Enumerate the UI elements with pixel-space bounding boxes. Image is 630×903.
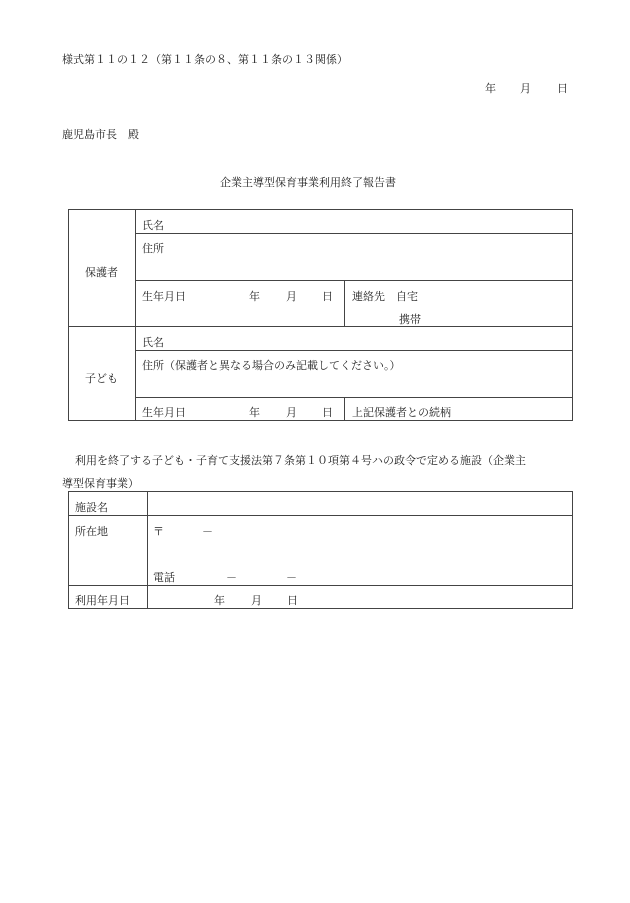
child-birth-year: 年: [249, 406, 260, 419]
header-month-label: 月: [520, 82, 531, 95]
postal-mark: 〒: [153, 525, 164, 538]
guardian-birth-day: 日: [322, 290, 333, 303]
facility-intro-line2: 導型保育事業）: [62, 477, 139, 490]
child-section-label: 子ども: [85, 372, 118, 385]
addressee: 鹿児島市長 殿: [62, 128, 139, 141]
child-address-label: 住所（保護者と異なる場合のみ記載してください。）: [142, 359, 401, 372]
child-birth-month: 月: [286, 406, 297, 419]
header-day-label: 日: [557, 82, 568, 95]
phone-label: 電話: [153, 571, 175, 584]
child-birth-label: 生年月日: [142, 406, 186, 419]
facility-intro-line1: 利用を終了する子ども・子育て支援法第７条第１０項第４号ハの政令で定める施設（企業主: [75, 454, 526, 467]
page-title: 企業主導型保育事業利用終了報告書: [220, 176, 396, 189]
facility-location-label: 所在地: [75, 525, 108, 538]
use-date-label: 利用年月日: [75, 594, 130, 607]
phone-dash-1: －: [226, 571, 237, 584]
guardian-address-label: 住所: [142, 242, 164, 255]
child-name-label: 氏名: [142, 336, 164, 349]
use-date-year: 年: [214, 594, 225, 607]
use-date-day: 日: [287, 594, 298, 607]
facility-name-label: 施設名: [75, 501, 108, 514]
guardian-contact-mobile-label: 携帯: [399, 313, 421, 326]
guardian-section-label: 保護者: [85, 266, 118, 279]
guardian-birth-label: 生年月日: [142, 290, 186, 303]
postal-code-dash: －: [202, 525, 213, 538]
guardian-birth-month: 月: [286, 290, 297, 303]
guardian-birth-year: 年: [249, 290, 260, 303]
use-date-month: 月: [251, 594, 262, 607]
header-year-label: 年: [485, 82, 496, 95]
child-relation-label: 上記保護者との続柄: [352, 406, 451, 419]
guardian-contact-home-label: 連絡先 自宅: [352, 290, 418, 303]
phone-dash-2: －: [286, 571, 297, 584]
form-number: 様式第１１の１２（第１１条の８、第１１条の１３関係）: [62, 53, 348, 66]
child-birth-day: 日: [322, 406, 333, 419]
guardian-name-label: 氏名: [142, 219, 164, 232]
